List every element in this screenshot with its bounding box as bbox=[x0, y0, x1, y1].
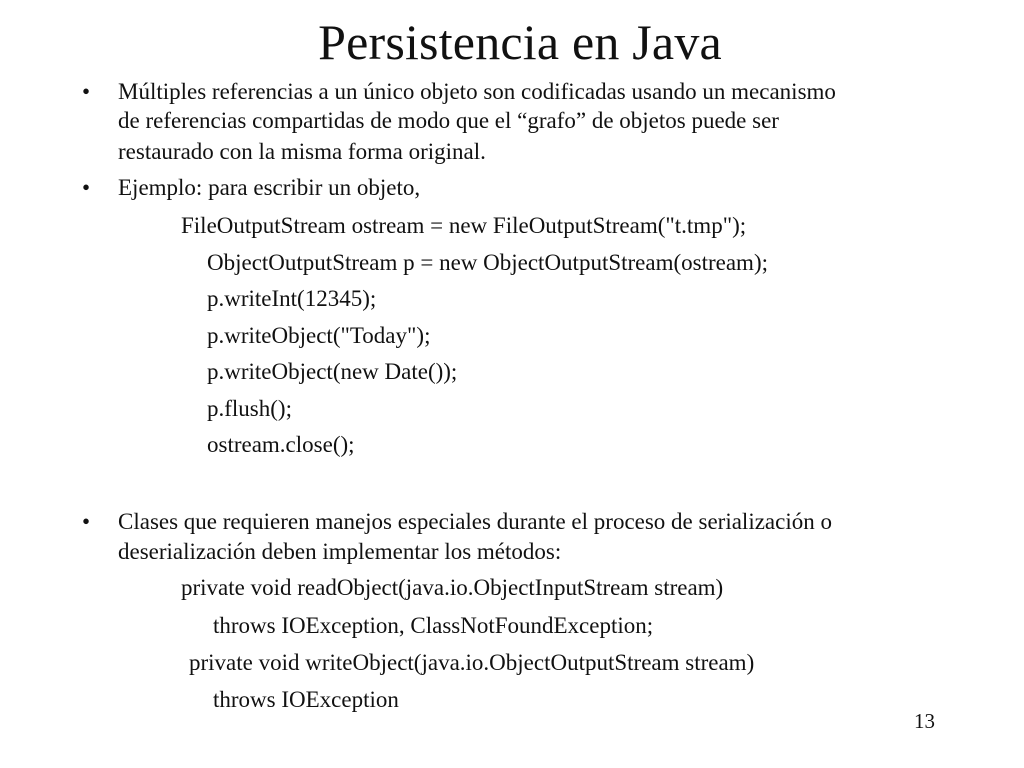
code-line: p.writeInt(12345); bbox=[207, 286, 377, 311]
bullet-2-line-1: Ejemplo: para escribir un objeto, bbox=[118, 175, 421, 200]
code-line: p.flush(); bbox=[207, 396, 292, 421]
bullet-1-line-2: de referencias compartidas de modo que el “grafo” de objetos puede ser bbox=[118, 108, 779, 133]
bullet-3-line-1: Clases que requieren manejos especiales durante el proceso de serialización o bbox=[118, 509, 832, 534]
bullet-3-line-2: deserialización deben implementar los métodos: bbox=[118, 539, 562, 564]
code-line: private void readObject(java.io.ObjectInputStream stream) bbox=[181, 575, 724, 600]
code-line: FileOutputStream ostream = new FileOutputStream("t.tmp"); bbox=[181, 213, 747, 238]
bullet-marker: • bbox=[82, 79, 91, 104]
code-line: p.writeObject(new Date()); bbox=[207, 359, 458, 384]
code-line: ObjectOutputStream p = new ObjectOutputStream(ostream); bbox=[207, 250, 768, 275]
code-line: throws IOException bbox=[213, 687, 399, 712]
bullet-1-line-1: Múltiples referencias a un único objeto son codificadas usando un mecanismo bbox=[118, 79, 836, 104]
bullet-marker: • bbox=[82, 509, 91, 534]
code-line: throws IOException, ClassNotFoundException; bbox=[213, 613, 654, 638]
bullet-1-line-3: restaurado con la misma forma original. bbox=[118, 139, 486, 164]
code-line: private void writeObject(java.io.ObjectOutputStream stream) bbox=[189, 650, 755, 675]
slide-title: Persistencia en Java bbox=[318, 14, 722, 70]
code-line: p.writeObject("Today"); bbox=[207, 323, 431, 348]
page-number: 13 bbox=[914, 709, 935, 733]
code-line: ostream.close(); bbox=[207, 432, 355, 457]
bullet-marker: • bbox=[82, 175, 91, 200]
